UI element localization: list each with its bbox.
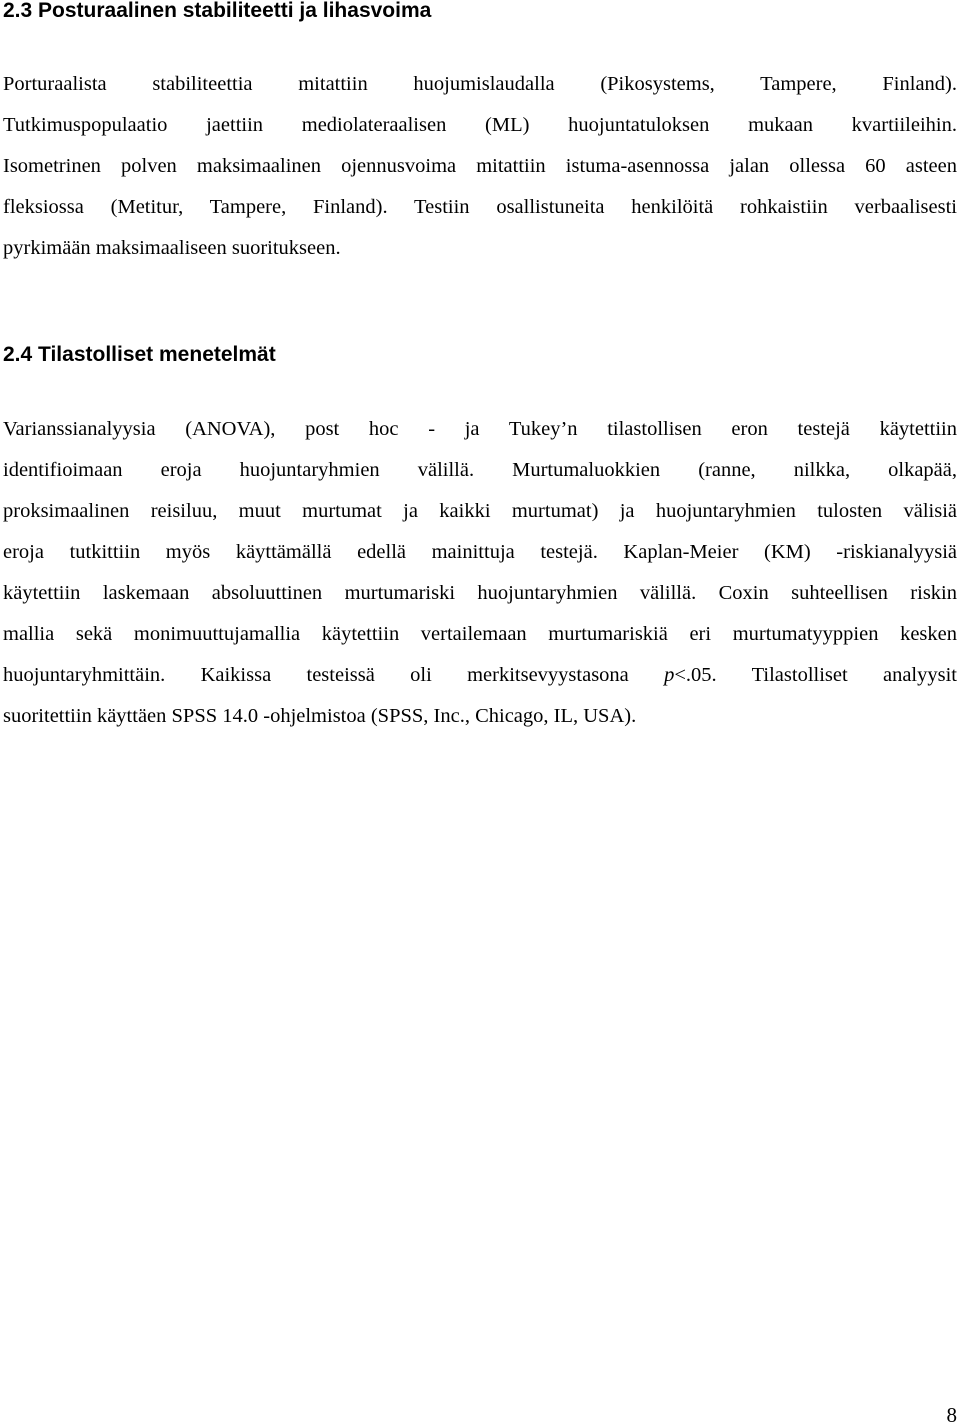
text-line: käytettiin laskemaan absoluuttinen murtumariski huojuntaryhmien välillä. Coxin suhteellisen riskin [3,582,957,604]
text-line-significance [3,655,957,696]
text-line: Varianssianalyysia (ANOVA), post hoc - ja Tukey’n tilastollisen eron testejä käytettiin [3,418,957,440]
text-line: Tutkimuspopulaatio jaettiin mediolateraalisen (ML) huojuntatuloksen mukaan kvartiileihin. [3,114,957,136]
text-line: eroja tutkittiin myös käyttämällä edellä mainittuja testejä. Kaplan-Meier (KM) -riskianalyysiä [3,541,957,563]
paragraph-statistical-methods [3,409,957,737]
p-value-symbol: p [664,664,675,686]
text-line: Isometrinen polven maksimaalinen ojennusvoima mitattiin istuma-asennossa jalan ollessa 60 asteen [3,155,957,177]
text-segment: huojuntaryhmittäin. Kaikissa testeissä oli merkitsevyystasona [3,664,665,686]
paragraph-postural-stability [3,64,957,269]
text-line: mallia sekä monimuuttujamallia käytettiin vertailemaan murtumariskiä eri murtumatyyppien kesken [3,623,957,645]
text-line: fleksiossa (Metitur, Tampere, Finland). Testiin osallistuneita henkilöitä rohkaistiin verbaalisesti [3,196,957,218]
text-line: pyrkimään maksimaaliseen suoritukseen. [3,237,341,259]
text-line: proksimaalinen reisiluu, muut murtumat ja kaikki murtumat) ja huojuntaryhmien tulosten välisiä [3,500,957,522]
section-heading-2-3: 2.3 Posturaalinen stabiliteetti ja lihasvoima [3,0,432,22]
text-line: suoritettiin käyttäen SPSS 14.0 -ohjelmistoa (SPSS, Inc., Chicago, IL, USA). [3,705,637,727]
page-number: 8 [946,1403,957,1427]
text-segment: <.05. Tilastolliset analyysit [674,664,958,686]
section-heading-2-4: 2.4 Tilastolliset menetelmät [3,343,276,366]
text-line: Porturaalista stabiliteettia mitattiin huojumislaudalla (Pikosystems, Tampere, Finland). [3,73,957,95]
text-line: identifioimaan eroja huojuntaryhmien välillä. Murtumaluokkien (ranne, nilkka, olkapää, [3,459,957,481]
